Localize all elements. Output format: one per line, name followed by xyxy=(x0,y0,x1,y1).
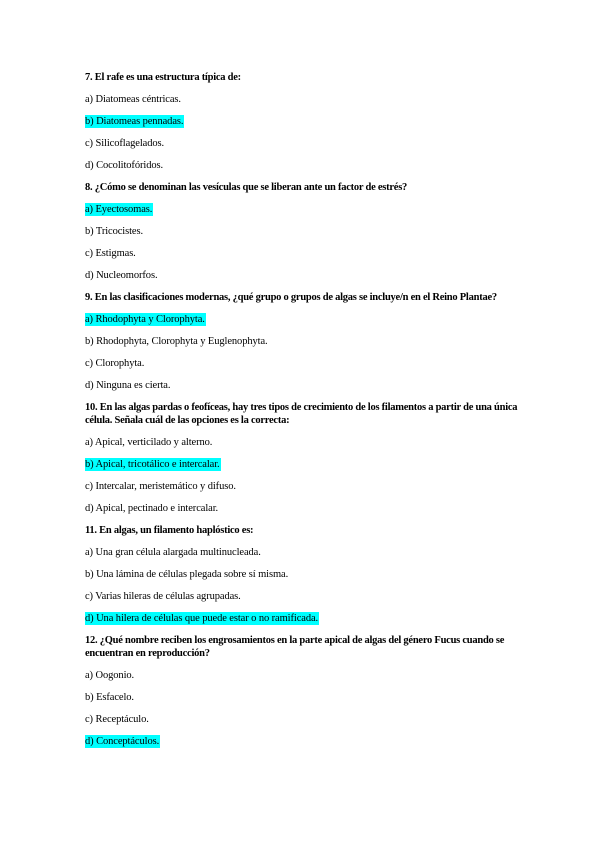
answer-option-correct xyxy=(85,735,525,748)
option-text: a) Eyectosomas. xyxy=(85,204,153,215)
option-text: a) Una gran célula alargada multinucleada. xyxy=(85,547,261,558)
answer-option xyxy=(85,546,525,559)
answer-option xyxy=(85,436,525,449)
option-text: d) Cocolitofóridos. xyxy=(85,160,164,171)
option-text: c) Varias hileras de células agrupadas. xyxy=(85,591,241,602)
answer-option-correct xyxy=(85,203,525,216)
answer-option-correct xyxy=(85,313,525,326)
question-block xyxy=(85,401,525,515)
option-text: c) Silicoflagelados. xyxy=(85,138,165,149)
answer-option xyxy=(85,480,525,493)
answer-option xyxy=(85,269,525,282)
answer-option xyxy=(85,159,525,172)
question-block xyxy=(85,291,525,392)
option-text: a) Rhodophyta y Clorophyta. xyxy=(85,314,205,325)
quiz-content xyxy=(85,71,525,757)
option-text: a) Diatomeas céntricas. xyxy=(85,94,181,105)
answer-option xyxy=(85,713,525,726)
question-block xyxy=(85,634,525,748)
answer-option xyxy=(85,568,525,581)
question-text: 7. El rafe es una estructura típica de: xyxy=(85,72,241,83)
question-block xyxy=(85,524,525,625)
option-text: b) Rhodophyta, Clorophyta y Euglenophyta. xyxy=(85,336,268,347)
answer-option xyxy=(85,691,525,704)
answer-option xyxy=(85,379,525,392)
answer-option xyxy=(85,357,525,370)
question-text: 8. ¿Cómo se denominan las vesículas que se liberan ante un factor de estrés? xyxy=(85,182,408,193)
answer-option xyxy=(85,247,525,260)
answer-option xyxy=(85,335,525,348)
answer-option xyxy=(85,93,525,106)
answer-option xyxy=(85,590,525,603)
option-text: d) Nucleomorfos. xyxy=(85,270,158,281)
option-text: d) Ninguna es cierta. xyxy=(85,380,171,391)
question-block xyxy=(85,71,525,172)
answer-option-correct xyxy=(85,458,525,471)
option-text: d) Conceptáculos. xyxy=(85,736,160,747)
answer-option xyxy=(85,137,525,150)
option-text: b) Esfacelo. xyxy=(85,692,134,703)
question-text: 12. ¿Qué nombre reciben los engrosamientos en la parte apical de algas del género Fucus cuando se encuentran en reproducción? xyxy=(85,635,505,659)
option-text: b) Una lámina de células plegada sobre sí misma. xyxy=(85,569,289,580)
option-text: d) Una hilera de células que puede estar o no ramificada. xyxy=(85,613,319,624)
option-text: c) Estigmas. xyxy=(85,248,136,259)
option-text: c) Receptáculo. xyxy=(85,714,149,725)
option-text: d) Apical, pectinado e intercalar. xyxy=(85,503,219,514)
question-text: 9. En las clasificaciones modernas, ¿qué grupo o grupos de algas se incluye/n en el Reino Plantae? xyxy=(85,292,497,303)
answer-option xyxy=(85,669,525,682)
option-text: c) Intercalar, meristemático y difuso. xyxy=(85,481,236,492)
option-text: b) Apical, tricotálico e intercalar. xyxy=(85,459,220,470)
answer-option xyxy=(85,502,525,515)
question-text: 11. En algas, un filamento haplóstico es: xyxy=(85,525,254,536)
answer-option-correct xyxy=(85,612,525,625)
option-text: a) Apical, verticilado y alterno. xyxy=(85,437,213,448)
option-text: a) Oogonio. xyxy=(85,670,135,681)
answer-option xyxy=(85,225,525,238)
question-block xyxy=(85,181,525,282)
question-text: 10. En las algas pardas o feofíceas, hay tres tipos de crecimiento de los filamentos a partir de una única célula. Señala cuál de las opciones es la correcta: xyxy=(85,402,518,426)
option-text: b) Tricocistes. xyxy=(85,226,144,237)
option-text: b) Diatomeas pennadas. xyxy=(85,116,184,127)
option-text: c) Clorophyta. xyxy=(85,358,145,369)
answer-option-correct xyxy=(85,115,525,128)
